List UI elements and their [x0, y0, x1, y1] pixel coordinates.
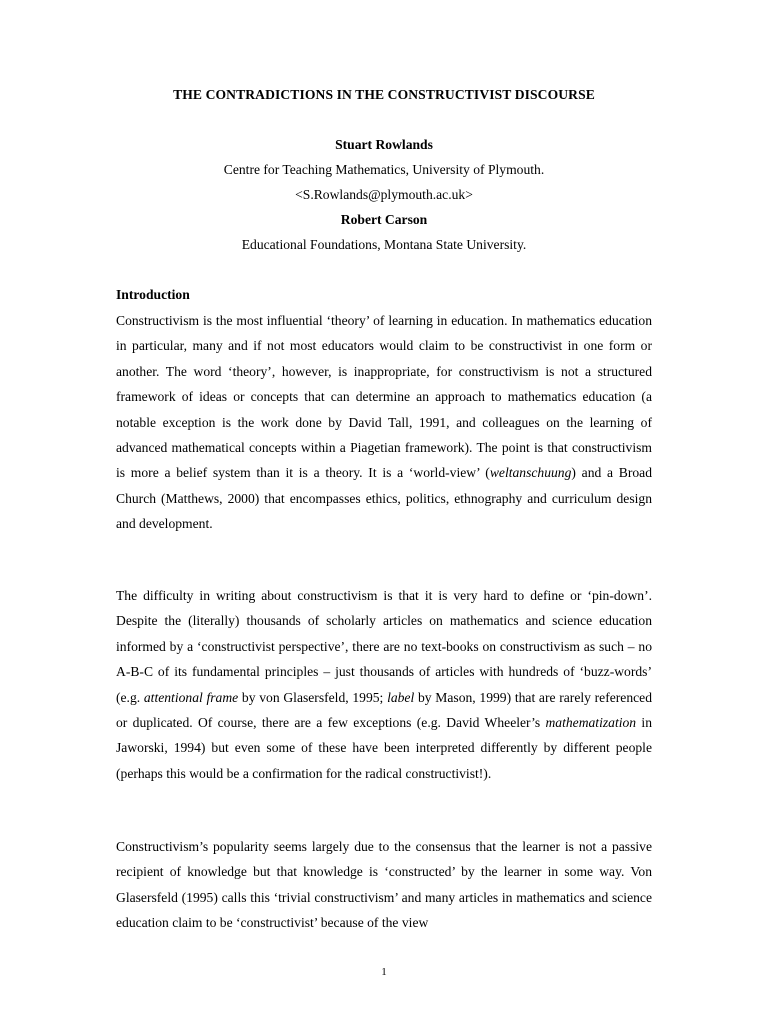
paragraph-1-text-a: Constructivism is the most influential ‘theory’ of learning in education. In mathematics education in particular, many and if not most educators would claim to be constructivist in one form or another. The word ‘theory’, however, is inappropriate, for constructivism is not a structured framework of ideas or concepts that can determine an approach to mathematics education (a notable exception is the work done by David Tall, 1991, and colleagues on the learning of advanced mathematical concepts within a Piagetian framework). The point is that constructivism is more a belief system than it is a theory. It is a ‘world-view’ (: [116, 313, 652, 481]
paragraph-2-text-c: by von Glasersfeld, 1995;: [238, 689, 388, 705]
paragraph-1-text-c: ) and a Broad Church (Matthews, 2000) that encompasses ethics, politics, ethnography and curriculum design and development.: [116, 465, 652, 532]
author-affiliation-2: Educational Foundations, Montana State University.: [241, 237, 527, 252]
page-number: 1: [381, 966, 387, 978]
paragraph-2: [116, 583, 652, 786]
author-name-2: Robert Carson: [340, 212, 428, 227]
author-email-1: <S.Rowlands@plymouth.ac.uk>: [295, 187, 473, 202]
section-heading-introduction: Introduction: [116, 287, 190, 302]
paragraph-2-italic-term-1: attentional frame: [143, 689, 239, 705]
paragraph-2-italic-term-2: label: [387, 689, 415, 705]
paragraph-2-text-a: The difficulty in writing about constructivism is that it is very hard to define or ‘pin-down’. Despite the (literally) thousands of scholarly articles on mathematics and science education informed by a ‘constructivist perspective’, there are no text-books on constructivism as such – no A-B-C of its fundamental principles – just thousands of articles with hundreds of ‘buzz-words’ (e.g.: [116, 588, 652, 705]
author-name-1: Stuart Rowlands: [335, 137, 433, 152]
paragraph-3: Constructivism’s popularity seems largely due to the consensus that the learner is not a passive recipient of knowledge but that knowledge is ‘constructed’ by the learner in some way. Von Glasersfeld (1995) calls this ‘trivial constructivism’ and many articles in mathematics and science education claim to be ‘constructivist’ because of the view: [116, 839, 652, 931]
paragraph-2-text-g: in Jaworski, 1994) but even some of these have been interpreted differently by different people (perhaps this would be a confirmation for the radical constructivist!).: [116, 715, 652, 781]
paper-title: THE CONTRADICTIONS IN THE CONSTRUCTIVIST DISCOURSE: [173, 87, 595, 102]
paragraph-1: [116, 308, 652, 537]
author-affiliation-1: Centre for Teaching Mathematics, University of Plymouth.: [223, 162, 545, 177]
paragraph-1-italic-term: weltanschuung: [489, 465, 572, 481]
paragraph-2-italic-term-3: mathematization: [545, 715, 637, 731]
paragraph-2-text-e: by Mason, 1999) that are rarely referenced or duplicated. Of course, there are a few exceptions (e.g. David Wheeler’s: [116, 689, 652, 731]
